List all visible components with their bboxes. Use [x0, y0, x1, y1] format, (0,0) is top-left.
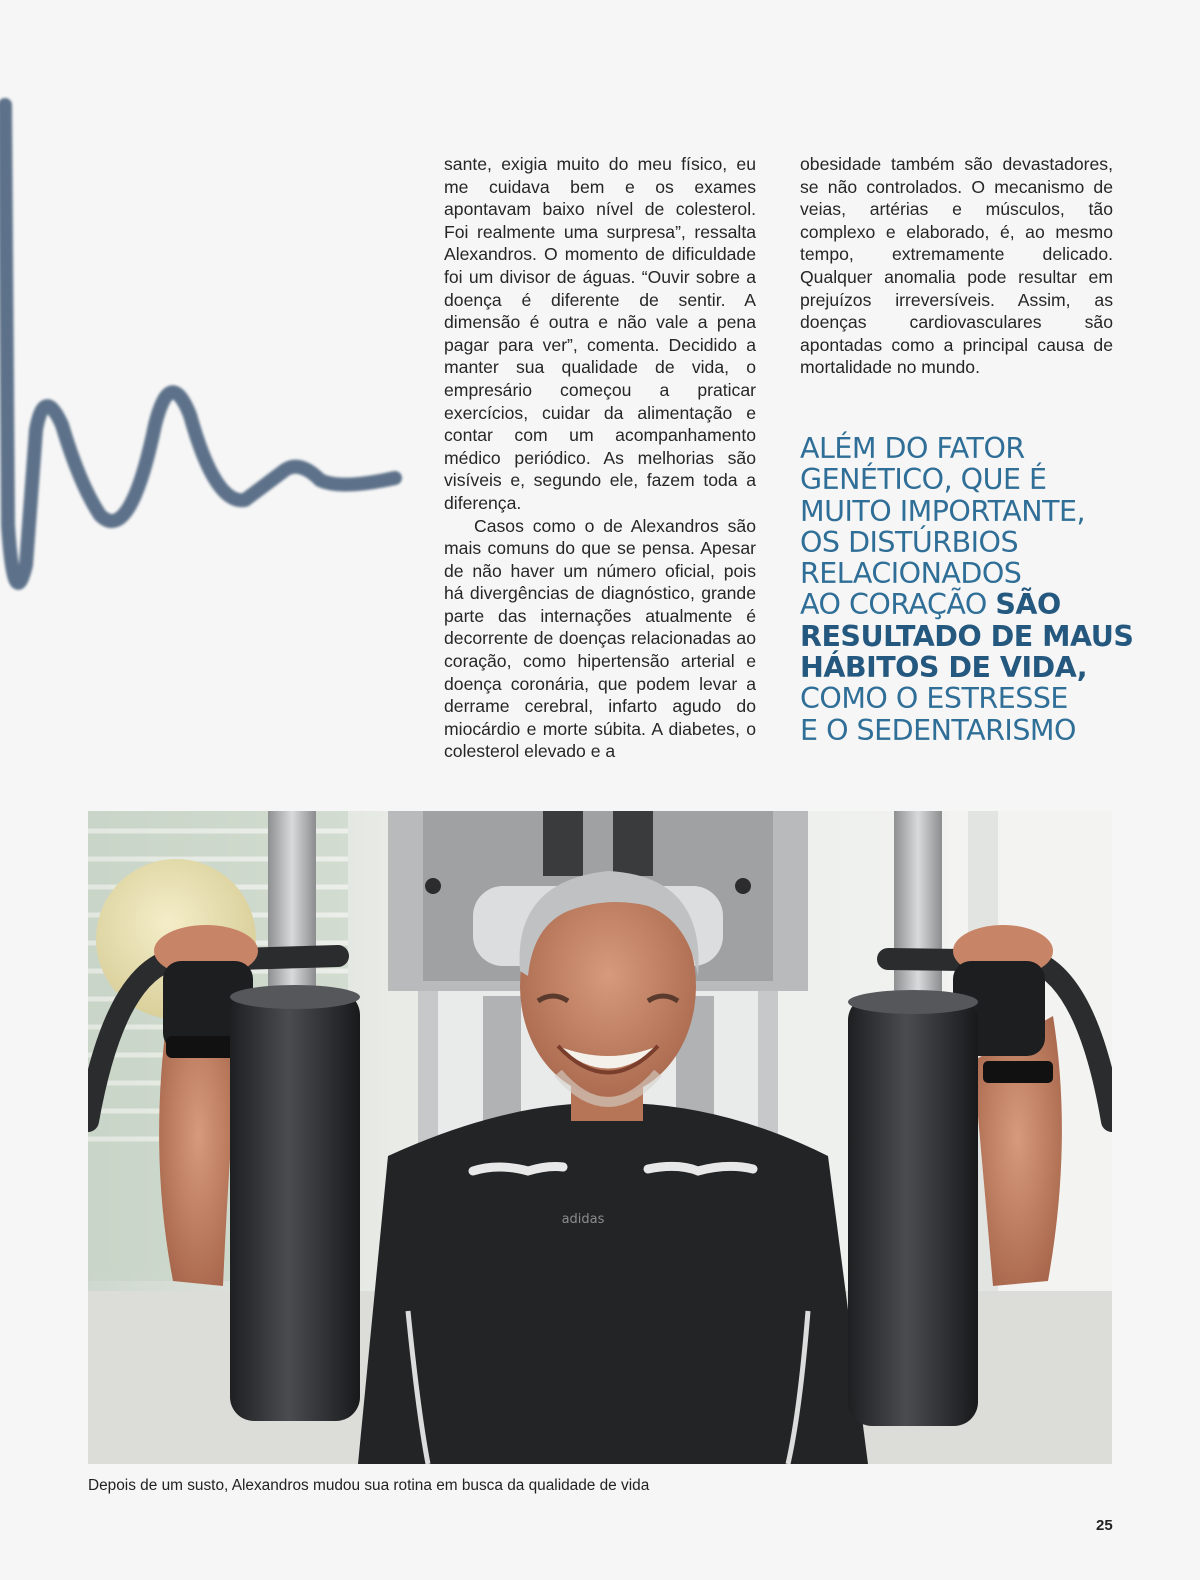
- pull-quote-line: ALÉM DO FATOR: [800, 432, 1025, 465]
- ecg-grid: [0, 135, 440, 655]
- pull-quote-emphasis: HÁBITOS DE VIDA,: [800, 651, 1088, 685]
- pull-quote-line: MUITO IMPORTANTE,: [800, 494, 1086, 528]
- article-column-left: [444, 153, 756, 763]
- paragraph: sante, exigia muito do meu físico, eu me cuidava bem e os exames apontavam baixo nível de colesterol. Foi realmente uma surpresa”, ressalta Alexandros. O momento de dificuldade foi um divisor de águas. “Ouvir sobre a doença é diferente de sentir. A dimensão é outra e não vale a pena pagar para ver”, comenta. Decidido a manter sua qualidade de vida, o empresário começou a praticar exercícios, cuidar da alimentação e contar com um acompanhamento médico periódico. As melhorias são visíveis e, segundo ele, fazem toda a diferença.: [444, 154, 756, 513]
- pull-quote-emphasis: SÃO: [995, 588, 1061, 622]
- pull-quote-line: [800, 589, 1130, 620]
- pull-quote-emphasis: RESULTADO DE MAUS: [800, 619, 1134, 653]
- photo-caption: Depois de um susto, Alexandros mudou sua rotina em busca da qualidade de vida: [88, 1477, 650, 1494]
- page-number: 25: [1096, 1517, 1113, 1534]
- right-pole: [894, 811, 942, 1011]
- ecg-heartbeat-graphic: [0, 95, 440, 655]
- pull-quote-line: OS DISTÚRBIOS: [800, 525, 1019, 559]
- pull-quote: [800, 432, 1134, 747]
- pull-quote-line: RELACIONADOS: [800, 557, 1022, 591]
- shirt-logo: adidas: [561, 1212, 605, 1227]
- ecg-line: [5, 105, 395, 583]
- pull-quote-line: COMO O ESTRESSE: [800, 682, 1068, 716]
- left-pole: [268, 811, 316, 1011]
- pull-quote-text: AO CORAÇÃO: [800, 588, 996, 622]
- article-column-right: [800, 153, 1113, 379]
- right-shoulder-pad: [848, 990, 978, 1426]
- gym-photo-illustration: [88, 811, 1112, 1464]
- left-shoulder-pad: [230, 985, 360, 1421]
- pull-quote-line: GENÉTICO, QUE É: [800, 463, 1047, 497]
- pull-quote-line: E O SEDENTARISMO: [800, 713, 1076, 747]
- shirt: [358, 1103, 868, 1464]
- paragraph: obesidade também são devastadores, se não controlados. O mecanismo de veias, artérias e músculos, tão complexo e elaborado, é, ao mesmo tempo, extremamente delicado. Qualquer anomalia pode resultar em prejuízos irreversíveis. Assim, as doenças cardiovasculares são apontadas como a principal causa de mortalidade no mundo.: [800, 154, 1113, 378]
- gym-photo: [88, 811, 1112, 1464]
- paragraph: Casos como o de Alexandros são mais comuns do que se pensa. Apesar de não haver um número oficial, pois há divergências de diagnóstico, grande parte das internações atualmente é decorrente de doenças relacionadas ao coração, como hipertensão arterial e doença coronária, que podem levar a derrame cerebral, infarto agudo do miocárdio e morte súbita. A diabetes, o colesterol elevado e a: [444, 515, 756, 762]
